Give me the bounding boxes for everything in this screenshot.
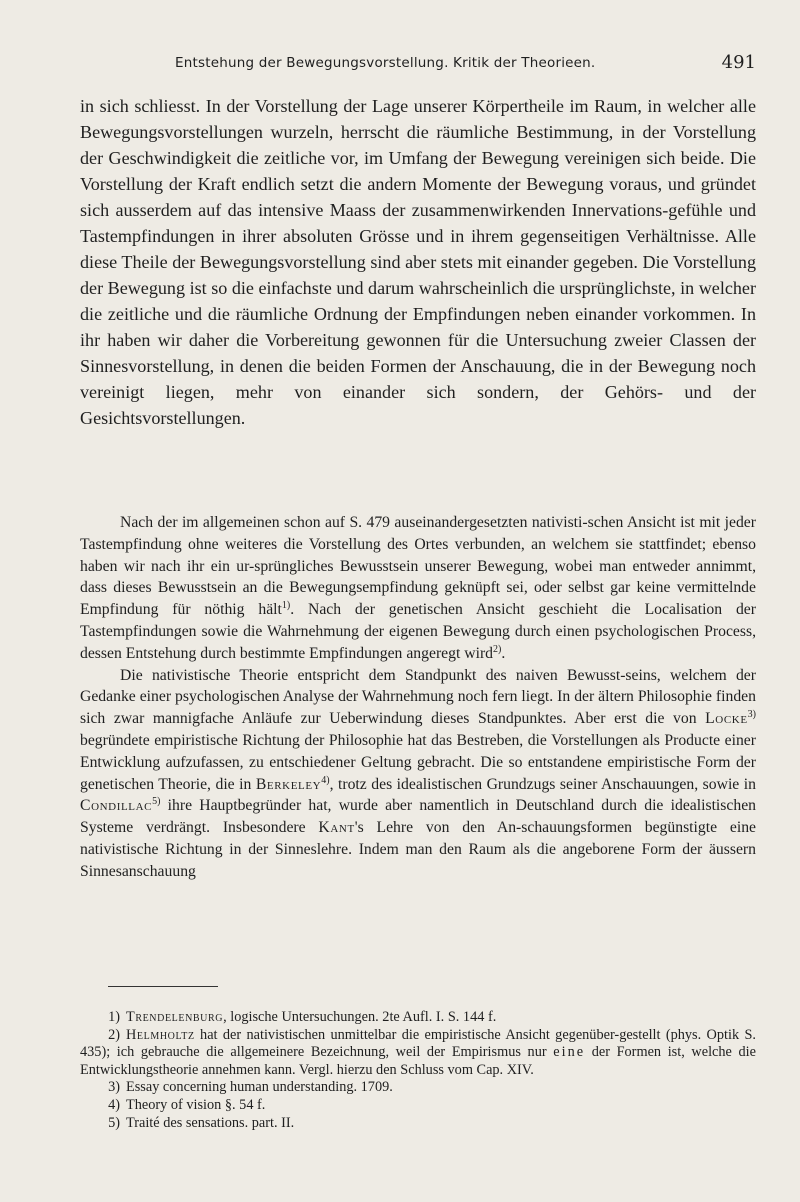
page-header <box>80 52 756 74</box>
footnote-text-cont: der Formen ist, welche die Entwicklungstheorie annehmen kann. Vergl. hierzu den Schluss vom Cap. XIV. <box>80 1044 756 1078</box>
footnote-text: Essay concerning human understanding. 1709. <box>126 1079 393 1096</box>
small-paragraph-2-text-d: ihre Hauptbegründer hat, wurde aber namentlich in Deutschland durch die idealistischen Systeme verdrängt. Insbesondere <box>80 797 756 837</box>
page-number: 491 <box>721 52 756 73</box>
footnote-ref-5: 5) <box>152 796 161 808</box>
footnote-number: 5) <box>108 1114 120 1131</box>
small-print-section <box>80 512 756 883</box>
footnote-text: hat der nativistischen unmittelbar die empiristische Ansicht gegenüber-gestellt (phys. Optik S. 435); ich gebrauche die allgemeinere Bezeichnung, weil der Empirismus nur <box>80 1026 756 1061</box>
footnote-2 <box>80 1027 756 1080</box>
footnote-ref-2-num: 2 <box>493 643 499 655</box>
name-locke: Locke <box>705 710 748 728</box>
footnote-text: Theory of vision §. 54 f. <box>126 1096 266 1113</box>
footnote-number: 1) <box>108 1009 120 1025</box>
footnote-ref-4: 4) <box>321 774 330 786</box>
footnote-ref-4-num: 4 <box>321 774 327 786</box>
footnote-4 <box>80 1097 756 1115</box>
name-berkeley: Berkeley <box>255 775 322 793</box>
small-paragraph-1-text-a: Nach der im allgemeinen schon auf S. 479 auseinandergesetzten nativisti-schen Ansicht ist mit jeder Tastempfindung ohne weiteres die Vorstellung des Ortes verbunden, an welchem sie stattfindet; ebenso haben wir nach ihr ein ur-sprüngliches Bewusstsein unserer Bewegung, wobei man entweder annimmt, dass dieses Bewusstsein an die Bewegungsempfindung geknüpft sei, oder selbst gar keine vermittelnde Empfindung für nöthig hält <box>80 514 756 619</box>
footnote-5 <box>80 1115 756 1133</box>
footnote-spaced-word: eine <box>553 1044 586 1061</box>
footnote-ref-1: 1) <box>281 599 291 611</box>
footnote-ref-5-num: 5 <box>152 796 158 808</box>
running-title: Entstehung der Bewegungsvorstellung. Kritik der Theorieen. <box>175 55 596 71</box>
small-paragraph-1-text-b: . Nach der genetischen Ansicht geschieht die Localisation der Tastempfindungen sowie die Wahrnehmung der eigenen Bewegung durch einen psychologischen Process, dessen Entstehung durch bestimmte Empfindungen angeregt wird <box>80 601 756 662</box>
name-condillac: Condillac <box>80 797 153 815</box>
footnote-ref-3-num: 3 <box>747 708 753 720</box>
footnote-3 <box>80 1079 756 1097</box>
main-paragraph <box>80 93 756 431</box>
footnote-ref-1-num: 1 <box>281 599 287 611</box>
footnote-text: Traité des sensations. part. II. <box>126 1114 295 1131</box>
footnote-1 <box>80 1009 756 1027</box>
footnote-author: Trendelenburg <box>126 1009 224 1025</box>
footnote-number: 2) <box>108 1026 120 1043</box>
small-paragraph-1 <box>80 512 756 665</box>
footnote-ref-2: 2) <box>493 643 502 655</box>
name-kant: Kant <box>318 819 355 837</box>
footnote-number: 3) <box>108 1079 120 1096</box>
small-paragraph-2-text-a: Die nativistische Theorie entspricht dem Standpunkt des naiven Bewusst-seins, welchem der Gedanke einer psychologischen Analyse der Wahrnehmung noch fern liegt. In der ältern Philosophie finden sich zwar mannigfache Anläufe zur Ueberwindung dieses Standpunktes. Aber erst die von <box>80 666 756 728</box>
footnote-ref-3: 3) <box>747 708 756 720</box>
small-paragraph-2-text-b: begründete empiristische Richtung der Philosophie hat das Bestreben, die Vorstellungen als Producte einer Entwicklung aufzufassen, zu entschiedener Geltung gebracht. Die so entstandene empiristische Form der genetischen Theorie, die in <box>80 731 756 793</box>
small-paragraph-2 <box>80 665 756 883</box>
footnote-number: 4) <box>108 1096 120 1113</box>
small-paragraph-1-text-c: . <box>501 644 506 662</box>
footnote-author: Helmholtz <box>126 1026 195 1043</box>
footnotes <box>80 1009 756 1132</box>
footnote-text: , logische Untersuchungen. 2te Aufl. I. S. 144 f. <box>223 1009 497 1025</box>
small-paragraph-2-text-e: 's Lehre von den An-schauungsformen begünstigte eine nativistische Richtung in der Sinneslehre. Indem man den Raum als die angeborene Form der äussern Sinnesanschauung <box>80 819 756 880</box>
small-paragraph-2-text-c: , trotz des idealistischen Grundzugs seiner Anschauungen, sowie in <box>329 775 756 793</box>
footnote-divider <box>108 986 218 987</box>
main-paragraph-text: in sich schliesst. In der Vorstellung der Lage unserer Körpertheile im Raum, in welcher alle Bewegungsvorstellungen wurzeln, herrscht die räumliche Bestimmung, in der Vorstellung der Geschwindigkeit die zeitliche vor, im Umfang der Bewegung vereinigen sich beide. Die Vorstellung der Kraft endlich setzt die andern Momente der Bewegung voraus, und gründet sich ausserdem auf das intensive Maass der zusammenwirkenden Innervations-gefühle und Tastempfindungen in ihrer absoluten Grösse und in ihrem gegenseitigen Verhältnisse. Alle diese Theile der Bewegungsvorstellung sind aber stets mit einander gegeben. Die Vorstellung der Bewegung ist so die einfachste und darum wahrscheinlich die ursprünglichste, in welcher die zeitliche und die räumliche Ordnung der Empfindungen neben einander vorkommen. In ihr haben wir daher die Vorbereitung gewonnen für die Untersuchung zweier Classen der Sinnesvorstellung, in denen die beiden Formen der Anschauung, die in der Bewegung noch vereinigt liegen, mehr von einander sich sondern, der Gehörs- und der Gesichtsvorstellungen. <box>80 96 756 428</box>
